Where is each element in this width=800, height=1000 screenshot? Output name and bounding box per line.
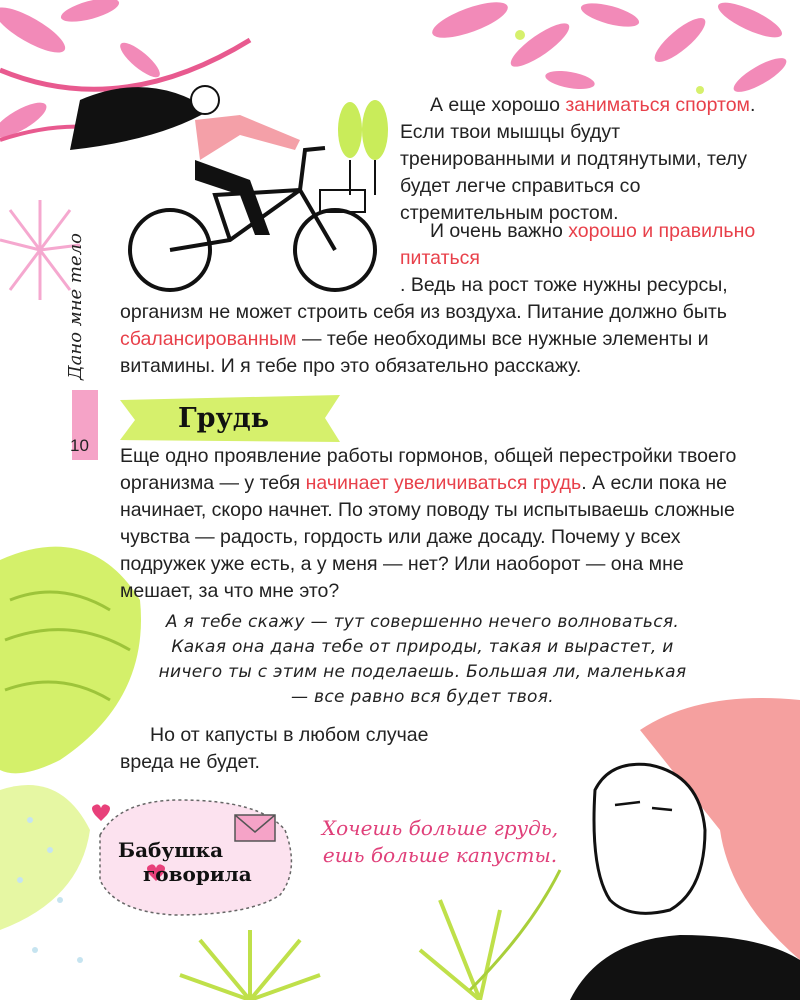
cabbage-note: Но от капусты в любом случае вреда не будет. bbox=[120, 724, 429, 773]
grandma-label: Бабушка говорила bbox=[118, 838, 252, 886]
main-paragraph: Еще одно проявление работы гормонов, общей перестройки твоего организма — у тебя начинает увеличиваться грудь. А если пока не начинает, скоро начнет. По этому поводу ты испытываешь сложные чувства — радость, гордость или даже досаду. Почему у всех подружек уже есть, а у меня — нет? Или наоборот — она мне мешает, за что мне это? bbox=[120, 445, 737, 602]
intro-paragraph-2-continued: . Ведь на рост тоже нужны ресурсы, организм не может строить себя из воздуха. Питание должно быть сбалансированным — тебе необходимы все нужные элементы и витамины. И я тебе про это обязательно расскажу. bbox=[120, 274, 728, 377]
intro-paragraph-1: А еще хорошо заниматься спортом. Если твои мышцы будут тренированными и подтянутыми, телу будет легче справиться со стремительным ростом. bbox=[400, 94, 756, 224]
highlight-balanced: сбалансированным bbox=[120, 328, 297, 350]
highlight-sport: заниматься спортом bbox=[565, 94, 750, 116]
grandma-saying: Хочешь больше грудь, ешь больше капусты. bbox=[321, 816, 559, 867]
page-number: 10 bbox=[70, 436, 89, 455]
highlight-breast: начинает увеличиваться грудь bbox=[305, 472, 582, 494]
section-heading: Грудь bbox=[178, 403, 270, 434]
highlight-nutrition: хорошо и правильно питаться bbox=[400, 220, 756, 269]
intro-paragraph-2: И очень важно хорошо и правильно питаться bbox=[400, 220, 756, 269]
quote-block: А я тебе скажу — тут совершенно нечего волноваться. Какая она дана тебе от природы, такая и вырастет, и ничего ты с этим не поделаешь. Большая ли, маленькая — все равно вся будет твоя. bbox=[158, 612, 687, 707]
